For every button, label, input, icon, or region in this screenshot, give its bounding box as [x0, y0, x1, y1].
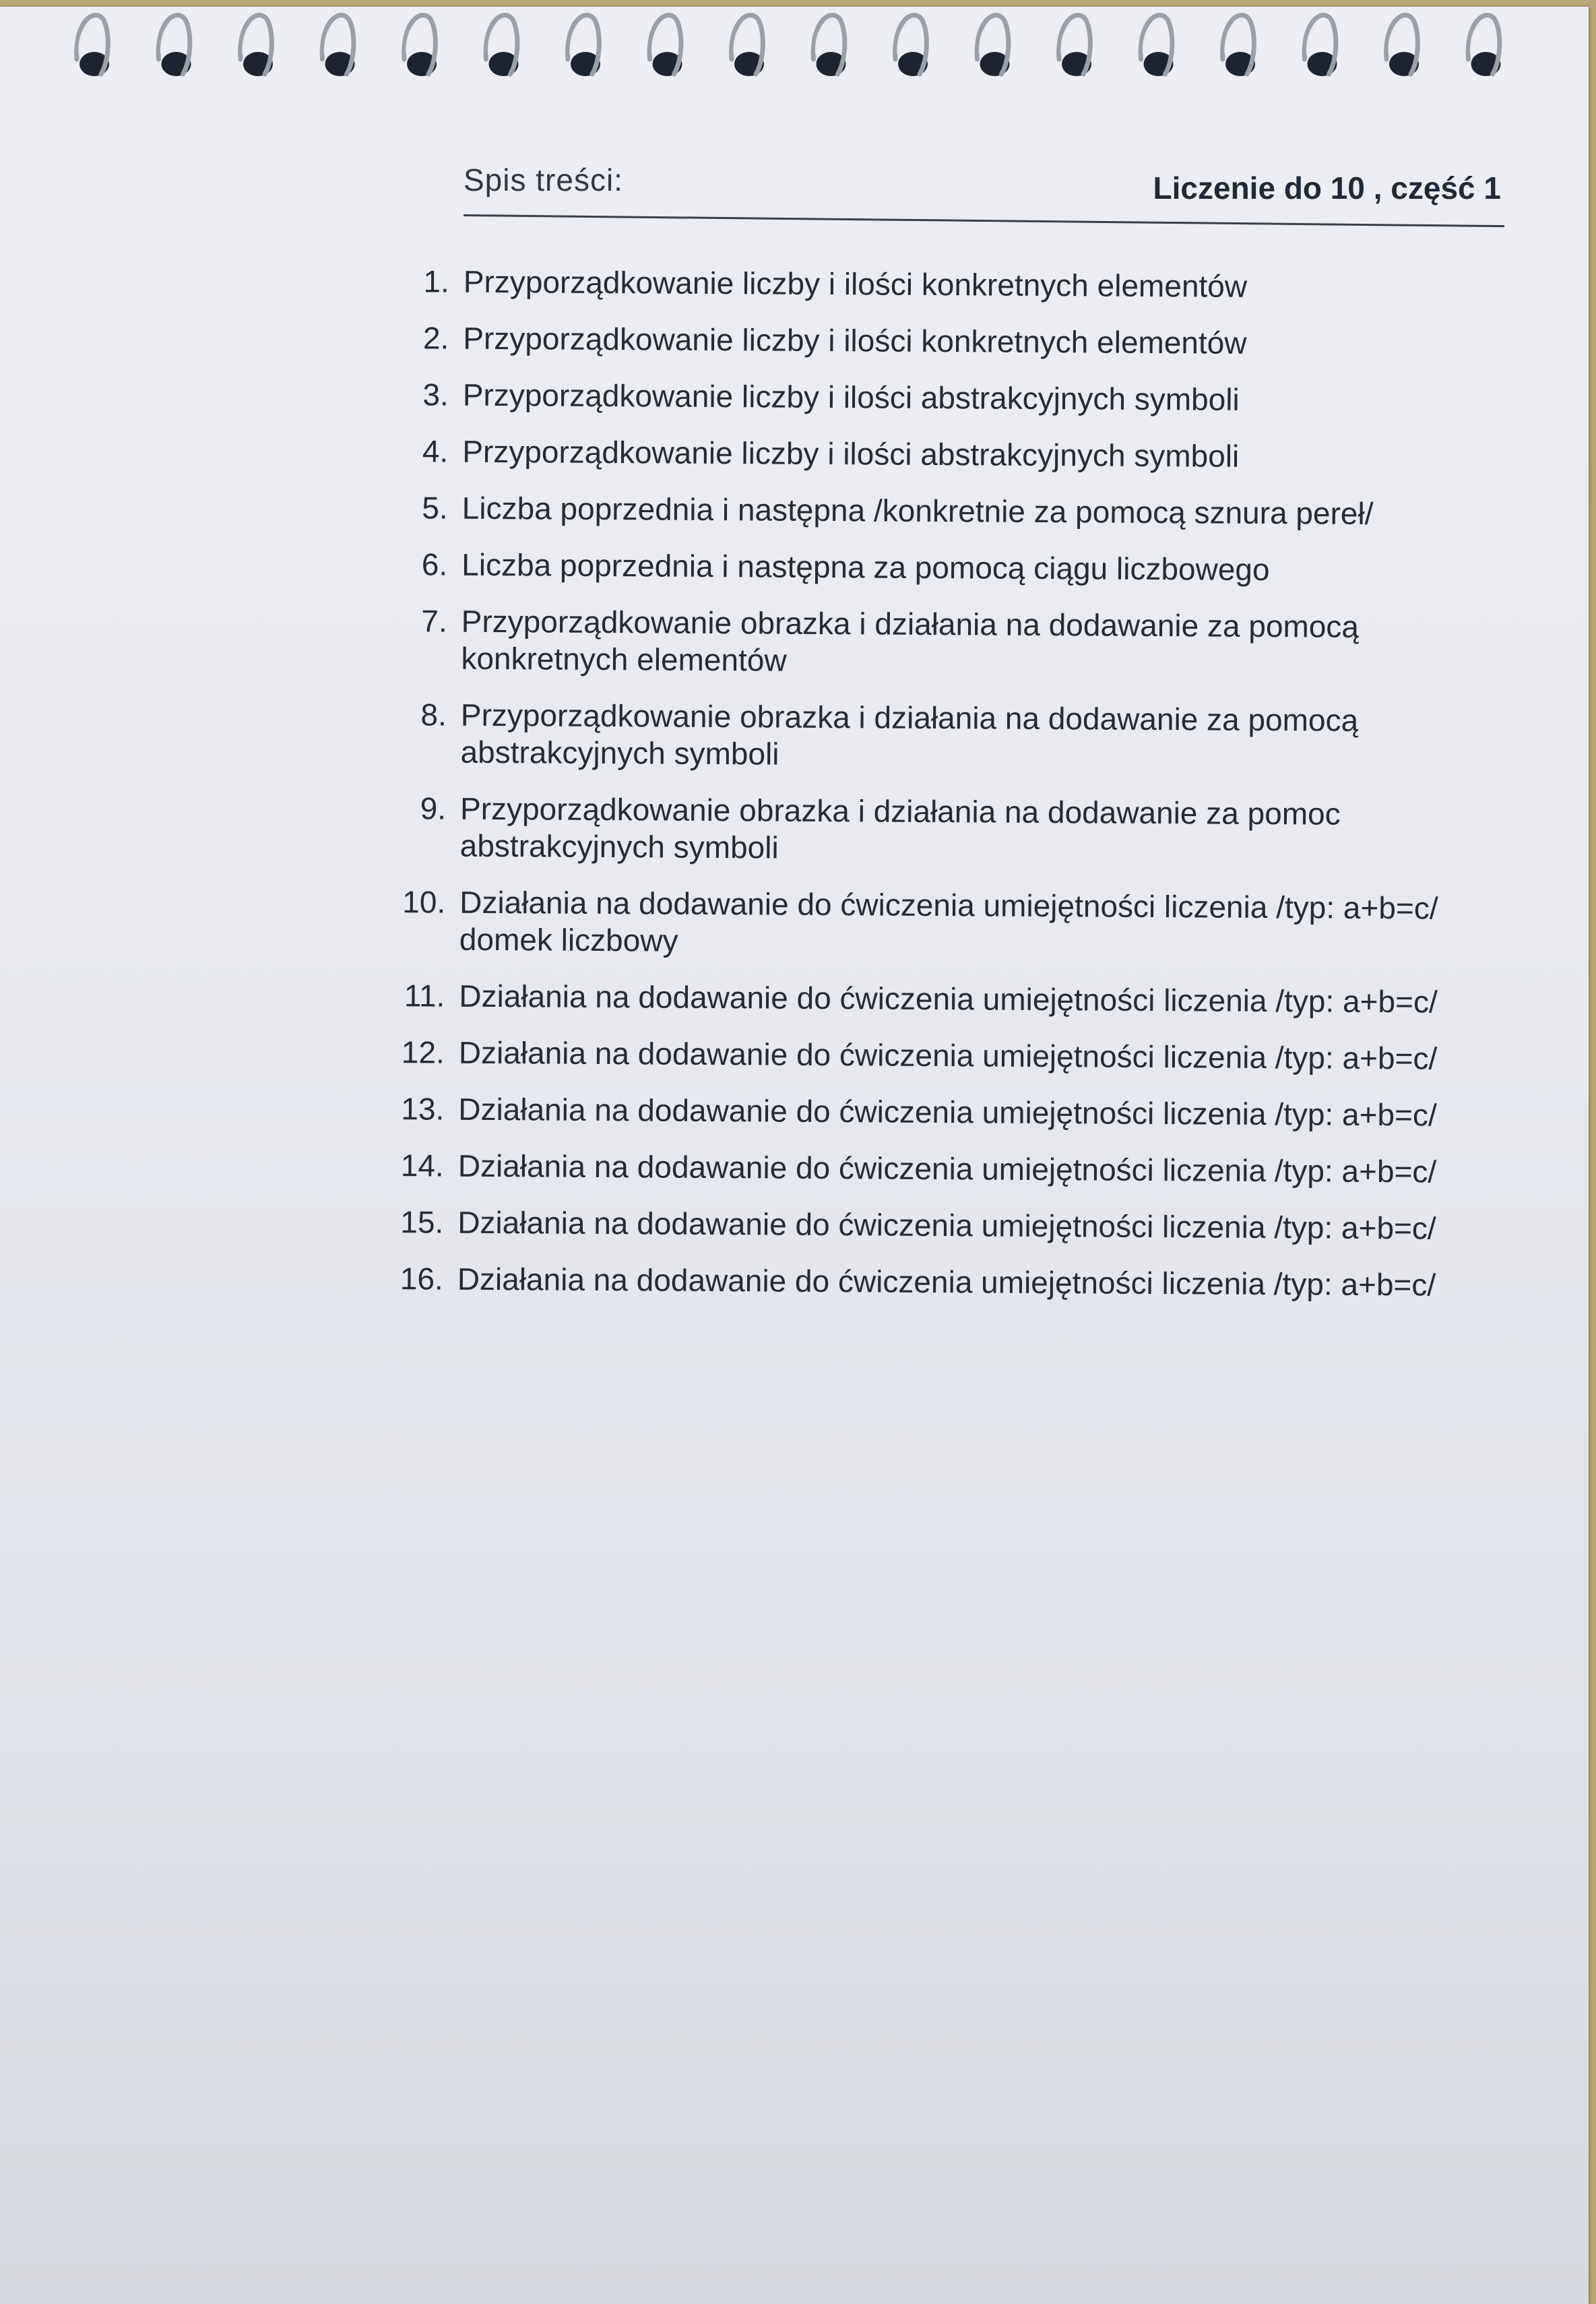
spiral-ring: [895, 15, 928, 76]
page-subtitle: Liczenie do 10 , część 1: [1153, 170, 1501, 206]
toc-item: [383, 319, 1529, 363]
header-divider: [464, 214, 1504, 227]
spiral-ring: [732, 15, 764, 76]
toc-text: Przyporządkowanie liczby i ilości abstrakcyjnych symboli: [462, 377, 1240, 417]
toc-number: 10.: [402, 884, 446, 920]
toc-number: 12.: [401, 1034, 445, 1070]
toc-text-line-2: domek liczbowy: [459, 921, 678, 958]
toc-number: 4.: [422, 433, 449, 469]
spiral-ring: [1386, 15, 1419, 76]
toc-item: [383, 433, 1528, 476]
page-header: [464, 162, 1501, 236]
toc-item: [381, 602, 1527, 683]
toc-text-line-1: Przyporządkowanie obrazka i działania na dodawanie za pomoc: [459, 790, 1341, 832]
toc-number: 9.: [420, 790, 447, 826]
toc-text: Działania na dodawanie do ćwiczenia umiejętności liczenia /typ: a+b=c/: [457, 1204, 1436, 1246]
toc-text: Działania na dodawanie do ćwiczenia umiejętności liczenia /typ: a+b=c/: [457, 1261, 1436, 1303]
toc-number: 8.: [420, 697, 447, 733]
toc-text-line-2: konkretnych elementów: [461, 640, 787, 678]
toc-number: 3.: [422, 377, 449, 412]
toc-text: Działania na dodawanie do ćwiczenia umiejętności liczenia /typ: a+b=c/: [458, 1034, 1438, 1076]
toc-text-line-2: abstrakcyjnych symboli: [459, 828, 779, 865]
toc-text: Przyporządkowanie liczby i ilości abstrakcyjnych symboli: [462, 433, 1240, 474]
toc-text: [460, 697, 1471, 777]
toc-item: [383, 376, 1529, 420]
spiral-ring: [1223, 15, 1255, 76]
toc-item: [382, 546, 1527, 590]
toc-number: 15.: [400, 1204, 444, 1240]
toc-item: [383, 489, 1528, 533]
spiral-ring: [977, 15, 1009, 76]
toc-number: 1.: [423, 263, 449, 299]
page-title: Spis treści:: [464, 162, 623, 197]
toc-item: [381, 790, 1527, 871]
toc-item: [379, 1090, 1524, 1134]
toc-text: Przyporządkowanie liczby i ilości konkretnych elementów: [463, 263, 1248, 304]
toc-text: Liczba poprzednia i następna za pomocą ciągu liczbowego: [461, 547, 1270, 588]
toc-number: 14.: [400, 1148, 444, 1183]
spiral-ring: [322, 15, 354, 76]
spiral-ring: [813, 15, 845, 76]
toc-item: [379, 1034, 1525, 1078]
spiral-ring: [77, 15, 109, 76]
toc-text-line-1: Działania na dodawanie do ćwiczenia umiejętności liczenia /typ: a+b=c/: [459, 884, 1438, 926]
toc-text: Działania na dodawanie do ćwiczenia umiejętności liczenia /typ: a+b=c/: [458, 1091, 1437, 1133]
toc-number: 7.: [421, 603, 447, 639]
notebook-page: [0, 7, 1589, 2304]
toc-text-line-1: Przyporządkowanie obrazka i działania na dodawanie za pomocą: [461, 603, 1360, 644]
spiral-ring: [1141, 15, 1173, 76]
toc-text: [459, 884, 1471, 964]
spiral-ring: [404, 15, 437, 76]
toc-text: Działania na dodawanie do ćwiczenia umiejętności liczenia /typ: a+b=c/: [459, 978, 1438, 1020]
toc-number: 13.: [401, 1091, 445, 1127]
spiral-ring: [568, 15, 600, 76]
toc-number: 6.: [421, 547, 448, 582]
toc-number: 5.: [422, 490, 448, 526]
toc-item: [378, 1204, 1523, 1247]
table-of-contents: [377, 263, 1529, 1324]
spiral-ring: [1304, 15, 1337, 76]
toc-text: [460, 790, 1471, 871]
spiral-ring: [649, 15, 682, 76]
toc-number: 11.: [404, 978, 445, 1014]
spiral-binding: [74, 7, 1523, 101]
toc-item: [379, 977, 1525, 1021]
toc-number: 16.: [400, 1261, 443, 1297]
spiral-ring: [1059, 15, 1091, 76]
spiral-ring: [1468, 15, 1500, 76]
toc-item: [378, 1260, 1523, 1304]
toc-text-line-1: Przyporządkowanie obrazka i działania na dodawanie za pomocą: [460, 697, 1359, 738]
toc-item: [381, 696, 1527, 777]
toc-text: Liczba poprzednia i następna /konkretnie za pomocą sznura pereł/: [461, 490, 1374, 531]
toc-text: Przyporządkowanie liczby i ilości konkretnych elementów: [463, 320, 1247, 361]
toc-text: [461, 603, 1472, 683]
spiral-ring: [241, 15, 273, 76]
spiral-ring: [158, 15, 191, 76]
toc-text-line-2: abstrakcyjnych symboli: [460, 734, 779, 772]
spiral-ring: [486, 15, 518, 76]
toc-item: [380, 883, 1526, 964]
toc-item: [384, 263, 1529, 307]
toc-text: Działania na dodawanie do ćwiczenia umiejętności liczenia /typ: a+b=c/: [457, 1148, 1437, 1189]
toc-number: 2.: [422, 320, 449, 356]
toc-item: [379, 1147, 1524, 1191]
